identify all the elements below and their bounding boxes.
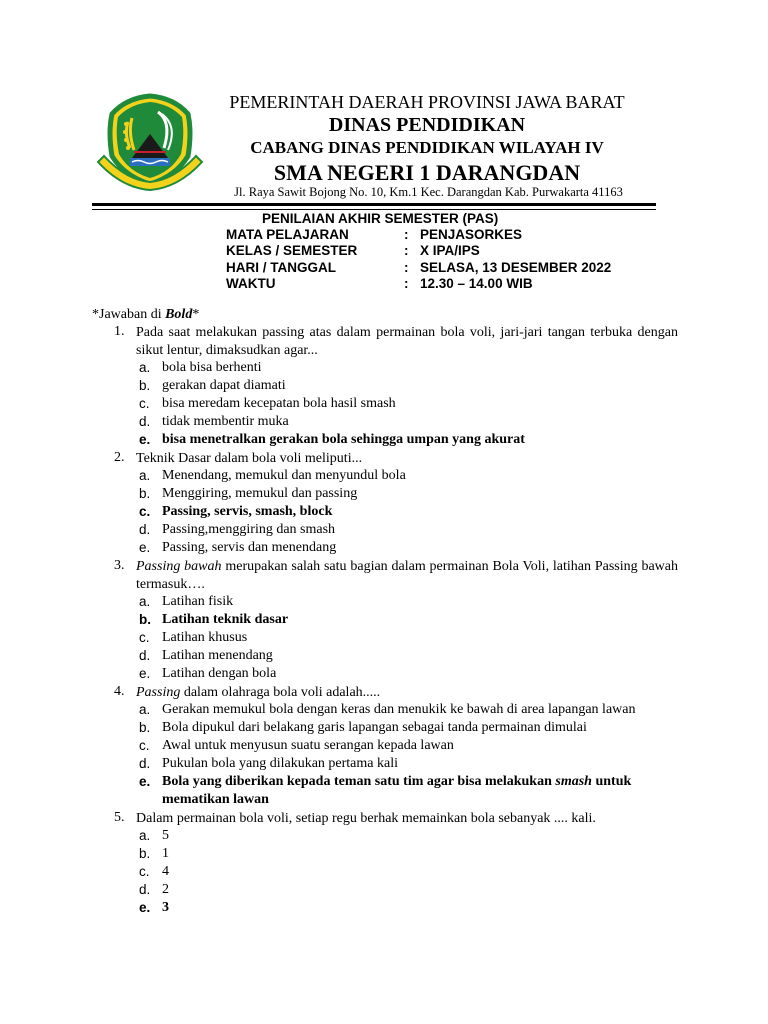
correct-option-text: bisa menetralkan gerakan bola sehingga umpan yang akurat bbox=[162, 432, 525, 447]
exam-date-separator: : bbox=[404, 260, 409, 275]
exam-class-separator: : bbox=[404, 243, 409, 258]
option-letter: b. bbox=[139, 486, 151, 501]
question-number: 4. bbox=[114, 684, 125, 699]
correct-option-text: 3 bbox=[162, 900, 169, 915]
exam-subject-label: MATA PELAJARAN bbox=[226, 227, 349, 242]
option-letter: e. bbox=[139, 540, 151, 555]
correct-option-letter: e. bbox=[139, 432, 151, 447]
exam-subject-value: PENJASORKES bbox=[420, 227, 523, 242]
option-text: 5 bbox=[162, 828, 169, 843]
option-text: Latihan fisik bbox=[162, 594, 234, 609]
option-text: Gerakan memukul bola dengan keras dan menukik ke bawah di area lapangan lawan bbox=[162, 702, 636, 717]
correct-option-text: Passing, servis, smash, block bbox=[162, 504, 333, 519]
option-letter: a. bbox=[139, 594, 151, 609]
letterhead-government-line: PEMERINTAH DAERAH PROVINSI JAWA BARAT bbox=[229, 92, 625, 112]
option-text: bisa meredam kecepatan bola hasil smash bbox=[162, 396, 396, 411]
option-letter: c. bbox=[139, 630, 150, 645]
question-text: Pada saat melakukan passing atas dalam permainan bola voli, jari-jari tangan terbuka dengan sikut lentur, dimaksudkan agar... bbox=[136, 325, 678, 358]
school-address: Jl. Raya Sawit Bojong No. 10, Km.1 Kec. Darangdan Kab. Purwakarta 41163 bbox=[234, 185, 623, 199]
option-text: bola bisa berhenti bbox=[162, 360, 262, 375]
option-text: Latihan dengan bola bbox=[162, 666, 277, 681]
option-letter: d. bbox=[139, 414, 151, 429]
option-text: Passing,menggiring dan smash bbox=[162, 522, 336, 537]
option-letter: d. bbox=[139, 882, 151, 897]
question-number: 3. bbox=[114, 558, 125, 573]
option-letter: d. bbox=[139, 756, 151, 771]
correct-option-letter: b. bbox=[139, 612, 151, 627]
letterhead-school-name: SMA NEGERI 1 DARANGDAN bbox=[273, 160, 581, 185]
option-text: Latihan menendang bbox=[162, 648, 273, 663]
option-text: Bola dipukul dari belakang garis lapangan sebagai tanda permainan dimulai bbox=[162, 720, 587, 735]
correct-option-text: Bola yang diberikan kepada teman satu tim agar bisa melakukan smash untuk bbox=[162, 774, 632, 789]
answer-note: *Jawaban di Bold* bbox=[92, 307, 200, 322]
question-number: 1. bbox=[114, 324, 125, 339]
option-text: gerakan dapat diamati bbox=[162, 378, 286, 393]
option-text: 2 bbox=[162, 882, 169, 897]
exam-date-value: SELASA, 13 DESEMBER 2022 bbox=[420, 260, 612, 275]
exam-time-label: WAKTU bbox=[226, 276, 276, 291]
exam-time-separator: : bbox=[404, 276, 409, 291]
option-text: tidak membentir muka bbox=[162, 414, 289, 429]
exam-subject-separator: : bbox=[404, 227, 409, 242]
option-letter: b. bbox=[139, 378, 151, 393]
question-text: Passing dalam olahraga bola voli adalah..... bbox=[136, 685, 381, 700]
letterhead-divider-thick bbox=[92, 203, 656, 206]
option-letter: d. bbox=[139, 648, 151, 663]
exam-title: PENILAIAN AKHIR SEMESTER (PAS) bbox=[262, 211, 499, 226]
option-text: Menggiring, memukul dan passing bbox=[162, 486, 358, 501]
option-letter: a. bbox=[139, 702, 151, 717]
exam-class-value: X IPA/IPS bbox=[420, 243, 480, 258]
question-text: Dalam permainan bola voli, setiap regu berhak memainkan bola sebanyak .... kali. bbox=[136, 811, 596, 826]
question-text: Teknik Dasar dalam bola voli meliputi... bbox=[136, 451, 363, 466]
question-text: Passing bawah merupakan salah satu bagian dalam permainan Bola Voli, latihan Passing bawah termasuk…. bbox=[136, 559, 678, 592]
option-letter: d. bbox=[139, 522, 151, 537]
option-letter: b. bbox=[139, 720, 151, 735]
option-letter: a. bbox=[139, 828, 151, 843]
letterhead-divider-thin bbox=[92, 209, 656, 210]
exam-time-value: 12.30 – 14.00 WIB bbox=[420, 276, 533, 291]
correct-option-letter: c. bbox=[139, 504, 151, 519]
exam-class-label: KELAS / SEMESTER bbox=[226, 243, 358, 258]
option-text: 1 bbox=[162, 846, 169, 861]
question-number: 2. bbox=[114, 450, 125, 465]
option-letter: a. bbox=[139, 360, 151, 375]
option-letter: a. bbox=[139, 468, 151, 483]
option-letter: c. bbox=[139, 738, 150, 753]
letterhead-department-line: DINAS PENDIDIKAN bbox=[328, 114, 526, 136]
exam-date-label: HARI / TANGGAL bbox=[226, 260, 336, 275]
option-text: Pukulan bola yang dilakukan pertama kali bbox=[162, 756, 398, 771]
correct-option-letter: e. bbox=[139, 900, 151, 915]
option-letter: b. bbox=[139, 846, 151, 861]
option-text: Passing, servis dan menendang bbox=[162, 540, 337, 555]
option-text: Awal untuk menyusun suatu serangan kepada lawan bbox=[162, 738, 454, 753]
question-number: 5. bbox=[114, 810, 125, 825]
letterhead-branch-line: CABANG DINAS PENDIDIKAN WILAYAH IV bbox=[250, 138, 604, 157]
correct-option-letter: e. bbox=[139, 774, 151, 789]
correct-option-text-continued: mematikan lawan bbox=[162, 792, 269, 807]
option-letter: e. bbox=[139, 666, 151, 681]
correct-option-text: Latihan teknik dasar bbox=[162, 612, 289, 627]
option-letter: c. bbox=[139, 396, 150, 411]
option-text: Latihan khusus bbox=[162, 630, 248, 645]
option-letter: c. bbox=[139, 864, 150, 879]
province-emblem-logo bbox=[92, 92, 208, 198]
option-text: Menendang, memukul dan menyundul bola bbox=[162, 468, 406, 483]
option-text: 4 bbox=[162, 864, 169, 879]
